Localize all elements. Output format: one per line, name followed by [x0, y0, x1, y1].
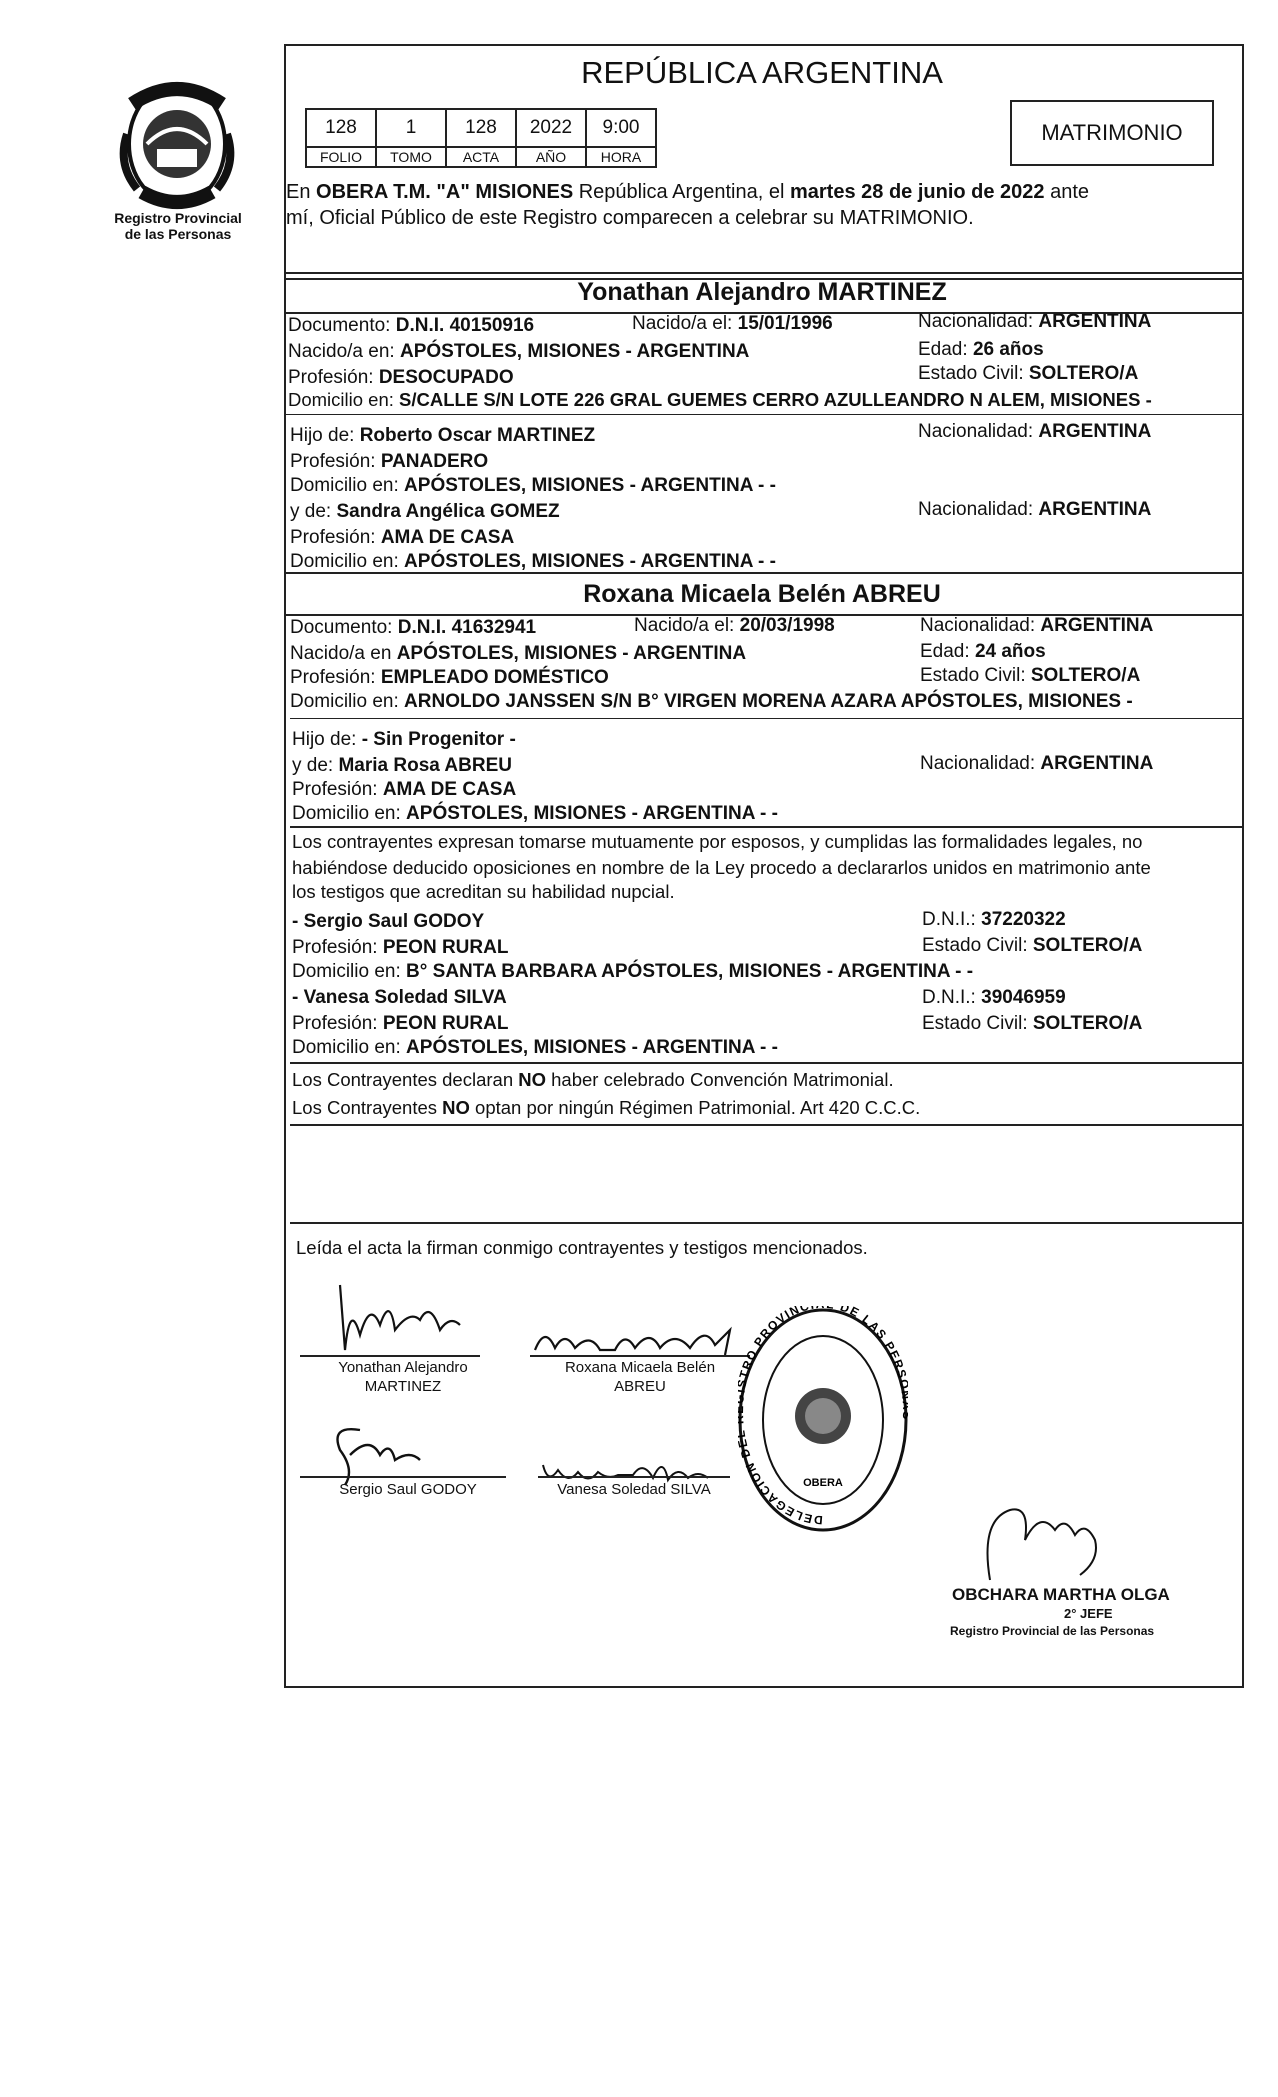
declaration-line1: Los contrayentes expresan tomarse mutuamente por esposos, y cumplidas las formalidades legales, no: [292, 831, 1143, 852]
folio-table: [305, 108, 657, 168]
groom-mother-addr: Domicilio en: APÓSTOLES, MISIONES - ARGENTINA - -: [290, 551, 776, 572]
officer-office: Registro Provincial de las Personas: [950, 1624, 1155, 1638]
closing-text: Leída el acta la firman conmigo contrayentes y testigos mencionados.: [296, 1237, 868, 1258]
registry-name: Registro Provincial de las Personas: [114, 210, 242, 242]
bride-mother-addr: Domicilio en: APÓSTOLES, MISIONES - ARGENTINA - -: [292, 803, 778, 824]
groom-prof: Profesión: DESOCUPADO: [288, 367, 514, 388]
bride-born: Nacido/a el: 20/03/1998: [634, 615, 835, 636]
bride-nat: Nacionalidad: ARGENTINA: [920, 615, 1154, 636]
provincial-logo: [112, 74, 242, 216]
officer-signature: [970, 1500, 1130, 1590]
groom-name: Yonathan Alejandro MARTINEZ: [577, 278, 947, 306]
groom-doc: Documento: D.N.I. 40150916: [288, 315, 535, 336]
bride-father: Hijo de: - Sin Progenitor -: [292, 729, 516, 750]
bride-mother-nat: Nacionalidad: ARGENTINA: [920, 753, 1154, 774]
convention-line1: Los Contrayentes declaran NO haber celebrado Convención Matrimonial.: [292, 1069, 894, 1090]
acta-label: ACTA: [446, 147, 516, 167]
official-seal: [738, 1306, 908, 1534]
bride-addr: Domicilio en: ARNOLDO JANSSEN S/N B° VIRGEN MORENA AZARA APÓSTOLES, MISIONES -: [290, 691, 1133, 712]
groom-addr: Domicilio en: S/CALLE S/N LOTE 226 GRAL GUEMES CERRO AZULLEANDRO N ALEM, MISIONES -: [288, 389, 1152, 410]
hora-value: 9:00: [586, 109, 656, 147]
witness2-dni: D.N.I.: 39046959: [922, 987, 1066, 1008]
witness1-name: - Sergio Saul GODOY: [292, 911, 485, 932]
anio-value: 2022: [516, 109, 586, 147]
bride-prof: Profesión: EMPLEADO DOMÉSTICO: [290, 667, 609, 688]
groom-signature-label: Yonathan Alejandro MARTINEZ: [338, 1359, 468, 1395]
witness1-prof: Profesión: PEON RURAL: [292, 937, 509, 958]
intro-line2: mí, Oficial Público de este Registro comparecen a celebrar su MATRIMONIO.: [286, 207, 974, 229]
bride-doc: Documento: D.N.I. 41632941: [290, 617, 537, 638]
convention-line2: Los Contrayentes NO optan por ningún Régimen Patrimonial. Art 420 C.C.C.: [292, 1097, 921, 1118]
officer-name: OBCHARA MARTHA OLGA: [952, 1585, 1170, 1604]
groom-mother-nat: Nacionalidad: ARGENTINA: [918, 499, 1152, 520]
document-title: REPÚBLICA ARGENTINA: [581, 55, 943, 90]
bride-civil: Estado Civil: SOLTERO/A: [920, 665, 1141, 686]
anio-label: AÑO: [516, 147, 586, 167]
groom-age: Edad: 26 años: [918, 339, 1044, 360]
witness1-dni: D.N.I.: 37220322: [922, 909, 1066, 930]
groom-mother-prof: Profesión: AMA DE CASA: [290, 527, 515, 548]
bride-age: Edad: 24 años: [920, 641, 1046, 662]
groom-father-nat: Nacionalidad: ARGENTINA: [918, 421, 1152, 442]
svg-text:DELEGACION DEL REGISTRO PROVIN: DELEGACION D TRO PROVINC DE LAS PER: [738, 1306, 907, 1528]
bride-birthplace: Nacido/a en APÓSTOLES, MISIONES - ARGENTINA: [290, 643, 747, 664]
groom-father-prof: Profesión: PANADERO: [290, 451, 489, 472]
groom-born: Nacido/a el: 15/01/1996: [632, 313, 833, 334]
groom-mother: y de: Sandra Angélica GOMEZ: [290, 501, 560, 522]
witness1-civil: Estado Civil: SOLTERO/A: [922, 935, 1143, 956]
officer-role: 2° JEFE: [1064, 1606, 1113, 1621]
witness1-addr: Domicilio en: B° SANTA BARBARA APÓSTOLES, MISIONES - ARGENTINA - -: [292, 961, 974, 982]
bride-mother-prof: Profesión: AMA DE CASA: [292, 779, 517, 800]
declaration-line3: los testigos que acreditan su habilidad nupcial.: [292, 881, 675, 902]
groom-father-addr: Domicilio en: APÓSTOLES, MISIONES - ARGENTINA - -: [290, 475, 776, 496]
act-type-box: MATRIMONIO: [1010, 100, 1214, 166]
declaration-line2: habiéndose deducido oposiciones en nombre de la Ley procedo a declararlos unidos en matrimonio ante: [292, 857, 1151, 878]
groom-father: Hijo de: Roberto Oscar MARTINEZ: [290, 425, 596, 446]
svg-text:OBERA: OBERA: [803, 1477, 843, 1489]
groom-signature: [300, 1280, 480, 1360]
tomo-value: 1: [376, 109, 446, 147]
acta-value: 128: [446, 109, 516, 147]
witness2-addr: Domicilio en: APÓSTOLES, MISIONES - ARGENTINA - -: [292, 1037, 778, 1058]
witness2-signature-label: Vanesa Soledad SILVA: [557, 1481, 711, 1498]
witness2-name: - Vanesa Soledad SILVA: [292, 987, 507, 1008]
bride-name: Roxana Micaela Belén ABREU: [583, 580, 941, 608]
bride-signature: [530, 1320, 750, 1360]
groom-civil: Estado Civil: SOLTERO/A: [918, 363, 1139, 384]
witness2-prof: Profesión: PEON RURAL: [292, 1013, 509, 1034]
bride-signature-label: Roxana Micaela Belén ABREU: [564, 1359, 716, 1395]
witness2-civil: Estado Civil: SOLTERO/A: [922, 1013, 1143, 1034]
bride-mother: y de: Maria Rosa ABREU: [292, 755, 512, 776]
groom-nat: Nacionalidad: ARGENTINA: [918, 311, 1152, 332]
groom-birthplace: Nacido/a en: APÓSTOLES, MISIONES - ARGENTINA: [288, 341, 750, 362]
hora-label: HORA: [586, 147, 656, 167]
folio-value: 128: [306, 109, 376, 147]
tomo-label: TOMO: [376, 147, 446, 167]
folio-label: FOLIO: [306, 147, 376, 167]
witness1-signature-label: Sergio Saul GODOY: [339, 1481, 477, 1498]
intro-line1: En OBERA T.M. "A" MISIONES República Argentina, el martes 28 de junio de 2022 ante: [286, 181, 1090, 203]
